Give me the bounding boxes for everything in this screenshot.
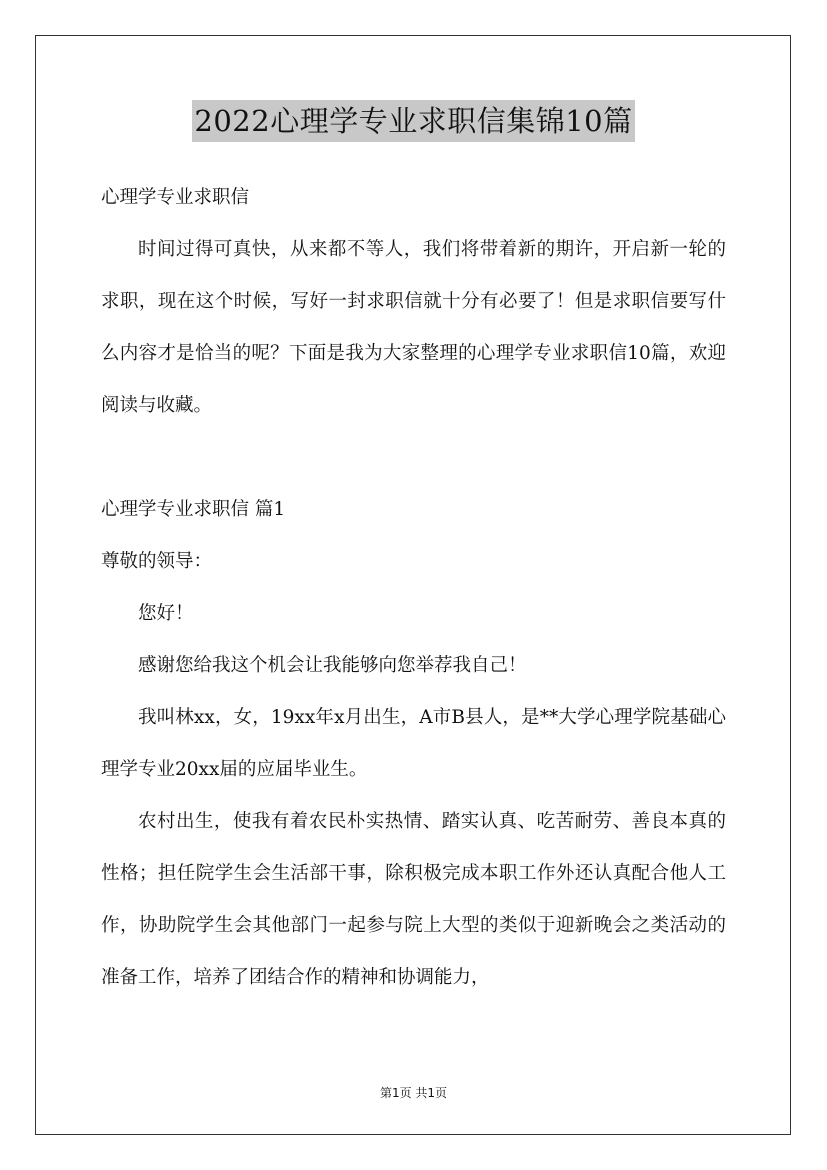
page-footer: 第1页 共1页 [379, 1086, 448, 1100]
self-intro-paragraph: 我叫林xx，女，19xx年x月出生，A市B县人，是**大学心理学院基础心理学专业20xx届的应届毕业生。 [101, 707, 726, 780]
greeting: 您好！ [138, 603, 194, 624]
salutation: 尊敬的领导： [101, 551, 213, 572]
document-body [101, 172, 726, 1004]
subtitle: 心理学专业求职信 [101, 187, 250, 208]
title-container [0, 100, 827, 142]
spacer [101, 432, 726, 484]
character-paragraph: 农村出生，使我有着农民朴实热情、踏实认真、吃苦耐劳、善良本真的性格；担任院学生会生活部干事，除积极完成本职工作外还认真配合他人工作，协助院学生会其他部门一起参与院上大型的类似于迎新晚会之类活动的准备工作，培养了团结合作的精神和协调能力， [101, 811, 726, 988]
thanks-paragraph: 感谢您给我这个机会让我能够向您举荐我自己！ [138, 655, 527, 676]
section-heading: 心理学专业求职信 篇1 [101, 499, 286, 520]
document-title: 2022心理学专业求职信集锦10篇 [192, 100, 634, 142]
intro-paragraph: 时间过得可真快，从来都不等人，我们将带着新的期许，开启新一轮的求职，现在这个时候，写好一封求职信就十分有必要了！但是求职信要写什么内容才是恰当的呢？下面是我为大家整理的心理学专业求职信10篇，欢迎阅读与收藏。 [101, 239, 726, 416]
